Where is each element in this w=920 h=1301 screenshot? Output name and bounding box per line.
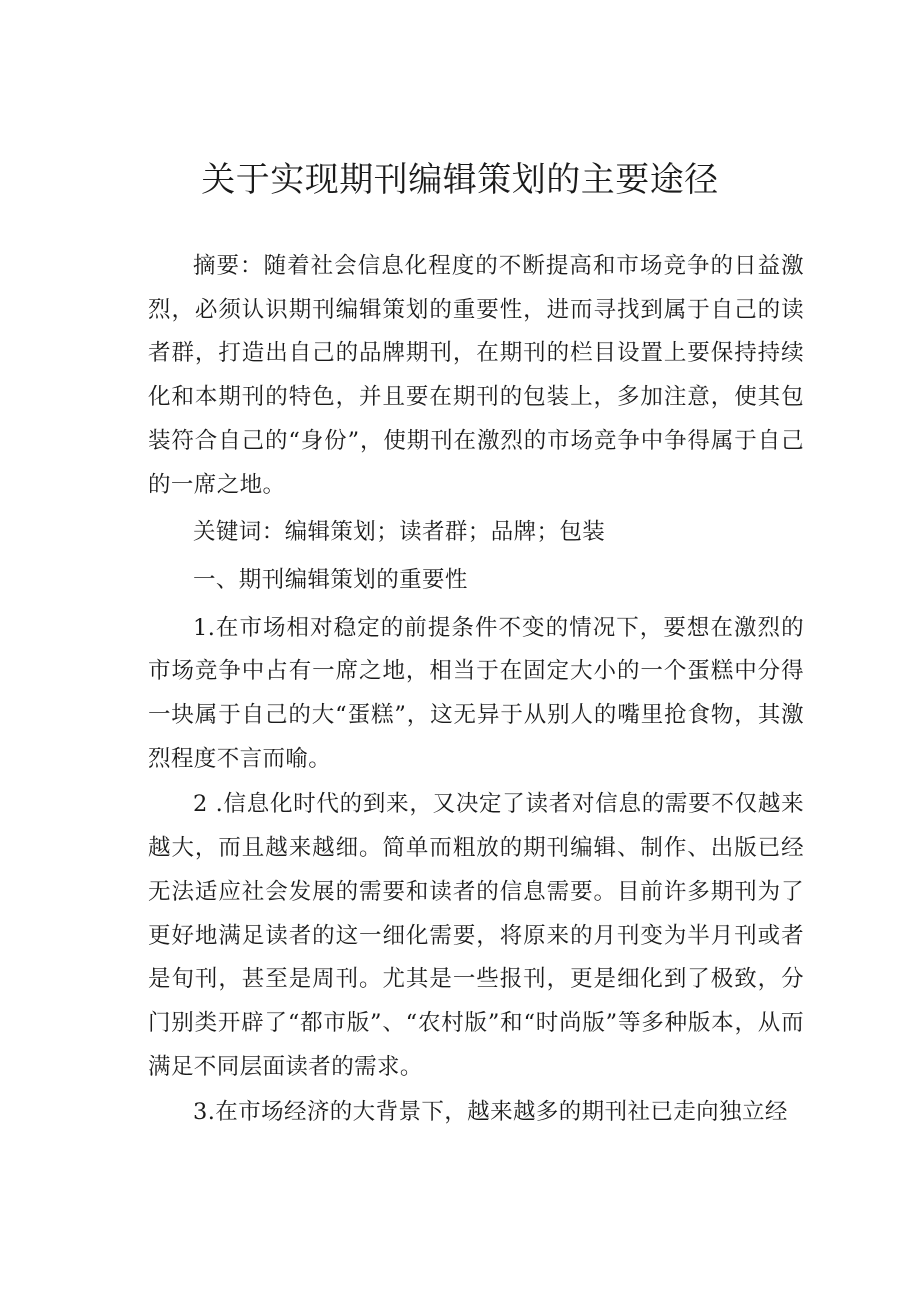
list-item-2: 2 .信息化时代的到来，又决定了读者对信息的需要不仅越来越大，而且越来越细。简单而粗放的期刊编辑、制作、出版已经无法适应社会发展的需要和读者的信息需要。目前许多期刊为了更好地满足读者的这一细化需要，将原来的月刊变为半月刊或者是旬刊，甚至是周刊。尤其是一些报刊，更是细化到了极致，分门别类开辟了“都市版”、“农村版”和“时尚版”等多种版本，从而满足不同层面读者的需求。 [148, 791, 804, 1080]
keywords-paragraph: 关键词：编辑策划；读者群；品牌；包装 [193, 519, 606, 546]
section-heading: 一、期刊编辑策划的重要性 [193, 566, 468, 593]
abstract-paragraph: 摘要：随着社会信息化程度的不断提高和市场竞争的日益激烈，必须认识期刊编辑策划的重要性，进而寻找到属于自己的读者群，打造出自己的品牌期刊，在期刊的栏目设置上要保持持续化和本期刊的特色，并且要在期刊的包装上，多加注意，使其包装符合自己的“身份”，使期刊在激烈的市场竞争中争得属于自己的一席之地。 [148, 253, 804, 498]
document-title: 关于实现期刊编辑策划的主要途径 [201, 160, 719, 200]
list-item-1: 1.在市场相对稳定的前提条件不变的情况下，要想在激烈的市场竞争中占有一席之地，相当于在固定大小的一个蛋糕中分得一块属于自己的大“蛋糕”，这无异于从别人的嘴里抢食物，其激烈程度不言而喻。 [148, 614, 804, 772]
document-body [148, 245, 804, 1137]
list-item-3: 3.在市场经济的大背景下，越来越多的期刊社已走向独立经 [193, 1099, 788, 1126]
